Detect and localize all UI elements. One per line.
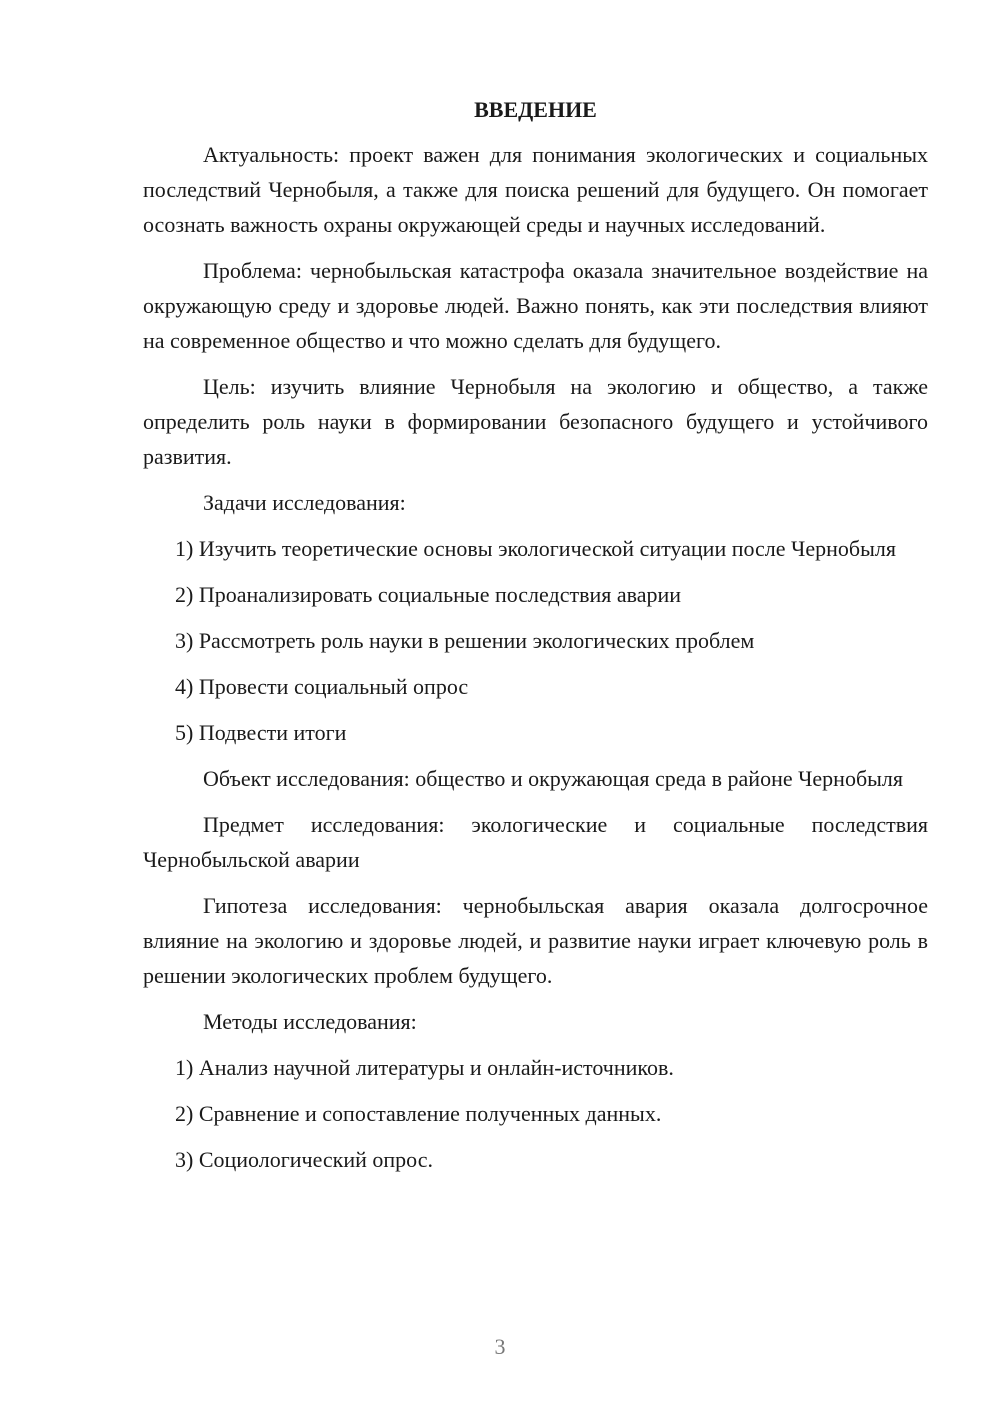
object-paragraph: Объект исследования: общество и окружающая среда в районе Чернобыля xyxy=(203,766,904,791)
page-number: 3 xyxy=(494,1334,506,1359)
task-item: 1) Изучить теоретические основы экологической ситуации после Чернобыля xyxy=(175,536,896,561)
hypothesis-paragraph: Гипотеза исследования: чернобыльская авария оказала долгосрочное влияние на экологию и здоровье людей, и развитие науки играет ключевую роль в решении экологических проблем будущего. xyxy=(143,893,928,988)
tasks-heading: Задачи исследования: xyxy=(203,490,406,515)
methods-list xyxy=(143,1050,928,1177)
section-title: ВВЕДЕНИЕ xyxy=(474,97,597,122)
document-page xyxy=(143,92,928,1188)
problem-paragraph: Проблема: чернобыльская катастрофа оказала значительное воздействие на окружающую среду и здоровье людей. Важно понять, как эти последствия влияют на современное общество и что можно сделать для будущего. xyxy=(143,258,928,353)
tasks-list xyxy=(143,531,928,750)
task-item: 5) Подвести итоги xyxy=(175,720,347,745)
relevance-paragraph: Актуальность: проект важен для понимания экологических и социальных последствий Чернобыля, а также для поиска решений для будущего. Он помогает осознать важность охраны окружающей среды и научных исследований. xyxy=(143,142,928,237)
subject-paragraph: Предмет исследования: экологические и социальные последствия Чернобыльской аварии xyxy=(143,812,928,872)
methods-heading: Методы исследования: xyxy=(203,1009,417,1034)
task-item: 2) Проанализировать социальные последствия аварии xyxy=(175,582,682,607)
goal-paragraph: Цель: изучить влияние Чернобыля на экологию и общество, а также определить роль науки в формировании безопасного будущего и устойчивого развития. xyxy=(143,374,928,469)
method-item: 2) Сравнение и сопоставление полученных данных. xyxy=(175,1101,662,1126)
method-item: 1) Анализ научной литературы и онлайн-источников. xyxy=(175,1055,674,1080)
task-item: 3) Рассмотреть роль науки в решении экологических проблем xyxy=(175,628,755,653)
method-item: 3) Социологический опрос. xyxy=(175,1147,433,1172)
task-item: 4) Провести социальный опрос xyxy=(175,674,469,699)
